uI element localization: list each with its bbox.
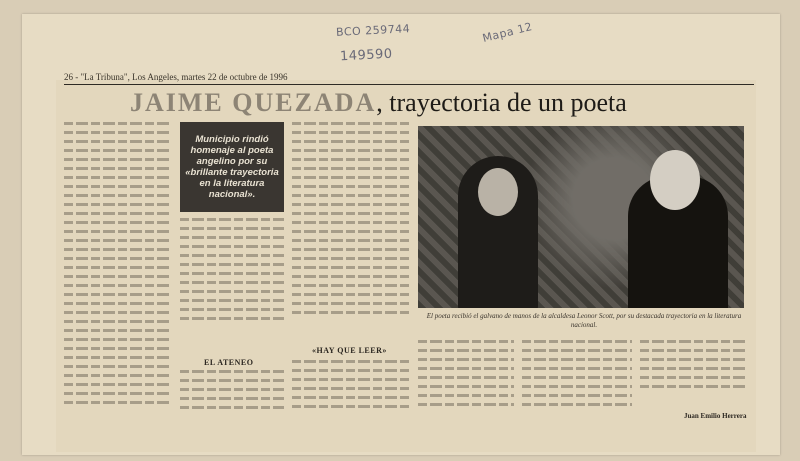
photo-caption: El poeta recibió el galvano de manos de la alcaldesa Leonor Scott, por su destacada trayectoria en la literatura nacional. [426,312,742,329]
headline-name: JAIME QUEZADA [130,88,377,117]
article-column-3a [292,122,410,336]
subhead-hay-que-leer: «HAY QUE LEER» [312,346,387,355]
article-column-1 [64,122,172,412]
event-photo [418,126,744,308]
article-column-2b [180,370,284,424]
subhead-ateneo: EL ATENEO [204,358,254,367]
headline [130,88,750,118]
article-column-6 [640,340,746,406]
article-column-2a [180,218,284,336]
author-signature: Juan Emilio Herrera [684,412,747,420]
pullquote-box: Municipio rindió homenaje al poeta angelino por su «brillante trayectoria en la literatura nacional». [180,122,284,212]
handwritten-code: BCO 259744 [335,22,411,39]
dateline: 26 - "La Tribuna", Los Angeles, martes 22 de octubre de 1996 [64,72,754,85]
article-column-3b [292,360,410,424]
article-column-5 [522,340,632,424]
handwritten-note: Mapa 12 [481,20,534,45]
headline-rest: , trayectoria de un poeta [376,88,627,117]
article-column-4 [418,340,514,424]
handwritten-number: 149590 [339,46,393,65]
